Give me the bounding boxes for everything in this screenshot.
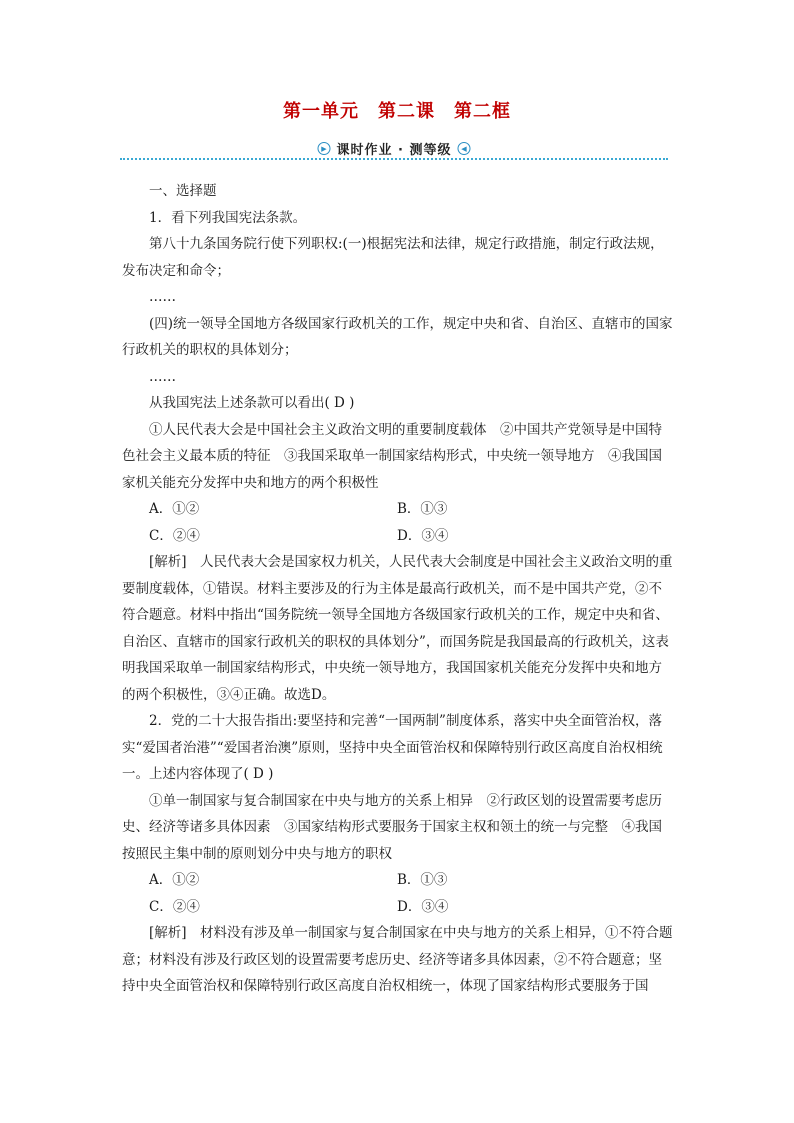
question-1-option-a: A．①② [149, 501, 200, 517]
banner-label: 课时作业 · 测等级 [336, 142, 452, 158]
page-title: 第一单元 第二课 第二框 [283, 101, 511, 122]
question-1-material-1: 第八十九条国务院行使下列职权:(一)根据宪法和法律，规定行政措施，制定行政法规，发布决定和命令； [122, 236, 664, 279]
question-2-option-a: A．①② [149, 872, 200, 888]
question-2-option-d: D．③④ [397, 898, 449, 915]
document-body [122, 178, 674, 1000]
banner-dotted-line [120, 158, 668, 160]
question-2-stem: 2．党的二十大报告指出:要坚持和完善“一国两制”制度体系，落实中央全面管治权，落实“爱国者治港”“爱国者治澳”原则，坚持中央全面管治权和保障特别行政区高度自治权相统一。上述内容体现了( D ) [122, 713, 663, 782]
question-1-option-b: B．①③ [397, 501, 448, 517]
question-1-ellipsis-2: …… [149, 368, 176, 385]
question-1-analysis: [解析] 人民代表大会是国家权力机关，人民代表大会制度是中国社会主义政治文明的重要制度载体，①错误。材料主要涉及的行为主体是最高行政机关，而不是中国共产党，②不符合题意。材料中指出“国务院统一领导全国地方各级国家行政机关的工作，规定中央和省、自治区、直辖市的国家行政机关的职权的具体划分”，而国务院是我国最高的行政机关，这表明我国采取单一制国家结构形式，中央统一领导地方，我国国家机关能充分发挥中央和地方的两个积极性，③④正确。故选D。 [122, 554, 673, 703]
play-left-icon: ◀ [458, 142, 471, 155]
question-1-stem: 1．看下列我国宪法条款。 [149, 209, 307, 226]
question-1-option-c: C．②④ [149, 527, 200, 544]
question-1-option-d: D．③④ [397, 527, 449, 544]
question-2-options-row-1 [122, 867, 674, 894]
question-2-option-c: C．②④ [149, 898, 200, 915]
question-1-statements: ①人民代表大会是中国社会主义政治文明的重要制度载体 ②中国共产党领导是中国特色社会主义最本质的特征 ③我国采取单一制国家结构形式，中央统一领导地方 ④我国国家机关能充分发挥中央和地方的两个积极性 [122, 421, 662, 491]
question-2-analysis: [解析] 材料没有涉及单一制国家与复合制国家在中央与地方的关系上相异，①不符合题意；材料没有涉及行政区划的设置需要考虑历史、经济等诸多具体因素，②不符合题意；坚持中央全面管治权和保障特别行政区高度自治权相统一，体现了国家结构形式要服务于国 [122, 925, 673, 994]
play-right-icon: ▶ [318, 142, 331, 155]
question-1-ellipsis-1: …… [149, 289, 176, 305]
question-2-statements: ①单一制国家与复合制国家在中央与地方的关系上相异 ②行政区划的设置需要考虑历史、经济等诸多具体因素 ③国家结构形式要服务于国家主权和领土的统一与完整 ④我国按照民主集中制的原则划分中央与地方的职权 [122, 792, 662, 862]
question-2-options-row-2 [122, 894, 674, 921]
question-1-prompt: 从我国宪法上述条款可以看出( D ) [149, 395, 355, 411]
question-1-options-row-2 [122, 523, 674, 550]
section-banner [120, 138, 668, 164]
section-heading: 一、选择题 [149, 183, 217, 199]
question-2-option-b: B．①③ [397, 872, 448, 888]
banner-label-group [312, 138, 477, 158]
question-1-options-row-1 [122, 496, 674, 523]
question-1-material-2: (四)统一领导全国地方各级国家行政机关的工作，规定中央和省、自治区、直辖市的国家行政机关的职权的具体划分； [122, 315, 673, 358]
